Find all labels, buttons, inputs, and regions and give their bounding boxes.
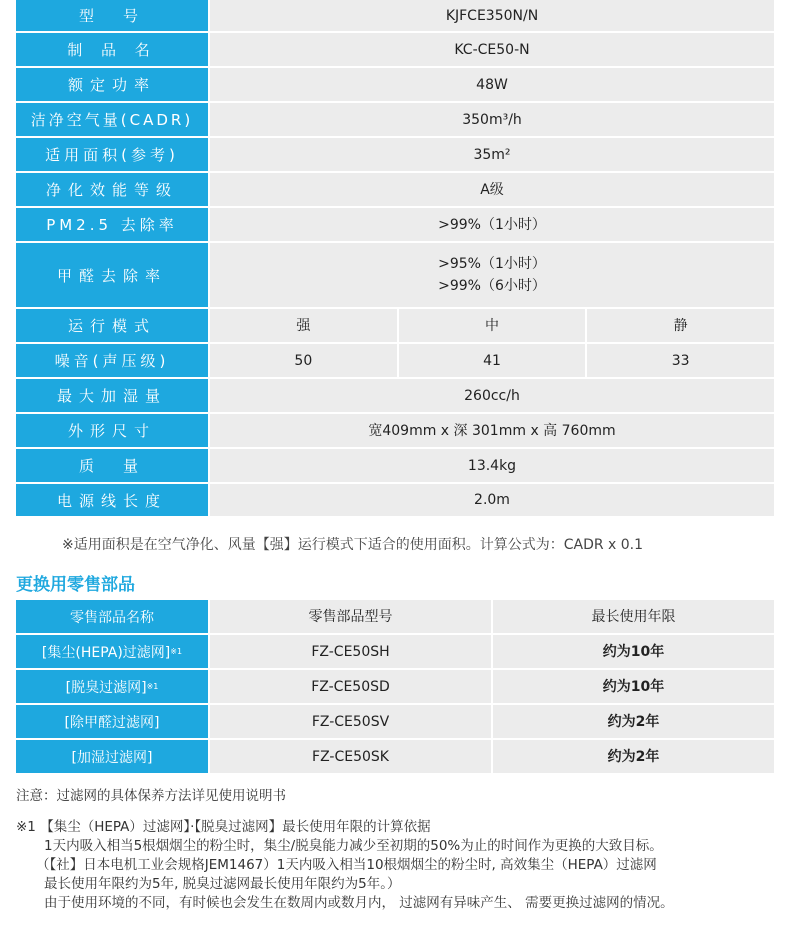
spec-row-efficiency bbox=[16, 173, 774, 208]
footnotes bbox=[16, 787, 674, 913]
spec-label: 噪音(声压级) bbox=[16, 344, 208, 377]
spec-label: 洁净空气量(CADR) bbox=[16, 103, 208, 136]
attention-note: 注意：过滤网的具体保养方法详见使用说明书 bbox=[16, 788, 286, 804]
spec-label: 额定功率 bbox=[16, 68, 208, 101]
spec-row-noise bbox=[16, 344, 774, 379]
spec-value: >99%（1小时） bbox=[210, 208, 774, 241]
part-model: FZ-CE50SK bbox=[210, 740, 491, 773]
spec-value: 41 bbox=[399, 344, 586, 377]
part-model: FZ-CE50SV bbox=[210, 705, 491, 738]
footnote-title: ※1 【集尘（HEPA）过滤网】·【脱臭过滤网】最长使用年限的计算依据 bbox=[16, 819, 431, 835]
spec-value: 35m² bbox=[210, 138, 774, 171]
parts-header-name: 零售部品名称 bbox=[16, 600, 208, 633]
footnote-line: （【社】日本电机工业会规格JEM1467）1天内吸入相当10根烟烟尘的粉尘时, 高效集尘（HEPA）过滤网 bbox=[36, 857, 657, 873]
table-row bbox=[16, 705, 774, 740]
spec-value: KJFCE350N/N bbox=[210, 0, 774, 31]
spec-value: 静 bbox=[587, 309, 774, 342]
part-name: [脱臭过滤网] ※1 bbox=[16, 670, 208, 703]
spec-row-mode bbox=[16, 309, 774, 344]
part-footnote-mark: ※1 bbox=[170, 647, 183, 656]
part-life: 约为2年 bbox=[493, 705, 774, 738]
parts-header-model: 零售部品型号 bbox=[210, 600, 491, 633]
spec-value: A级 bbox=[210, 173, 774, 206]
parts-section-title: 更换用零售部品 bbox=[16, 575, 135, 595]
spec-table bbox=[16, 0, 774, 518]
spec-label: 型 号 bbox=[16, 0, 208, 31]
part-name: [加湿过滤网] bbox=[16, 740, 208, 773]
spec-label: 运行模式 bbox=[16, 309, 208, 342]
spec-row-mass bbox=[16, 449, 774, 484]
spec-value bbox=[210, 243, 774, 307]
spec-label: PM2.5 去除率 bbox=[16, 208, 208, 241]
spec-row-cord bbox=[16, 484, 774, 518]
spec-value-line: >99%（6小时） bbox=[438, 278, 546, 294]
parts-table bbox=[16, 600, 774, 775]
part-model: FZ-CE50SH bbox=[210, 635, 491, 668]
spec-value: KC-CE50-N bbox=[210, 33, 774, 66]
footnote-line: 最长使用年限约为5年, 脱臭过滤网最长使用年限约为5年。） bbox=[44, 876, 401, 892]
spec-label: 净化效能等级 bbox=[16, 173, 208, 206]
spec-label: 电源线长度 bbox=[16, 484, 208, 516]
spec-row-formaldehyde bbox=[16, 243, 774, 309]
table-row bbox=[16, 740, 774, 775]
spec-value: 13.4kg bbox=[210, 449, 774, 482]
footnote-line: 由于使用环境的不同，有时候也会发生在数周内或数月内， 过滤网有异味产生、 需要更换过滤网的情况。 bbox=[44, 895, 674, 911]
part-model: FZ-CE50SD bbox=[210, 670, 491, 703]
spec-value: 强 bbox=[210, 309, 397, 342]
spec-label: 最大加湿量 bbox=[16, 379, 208, 412]
spec-label: 外形尺寸 bbox=[16, 414, 208, 447]
spec-row-cadr bbox=[16, 103, 774, 138]
part-name: [集尘(HEPA)过滤网] ※1 bbox=[16, 635, 208, 668]
part-life: 约为2年 bbox=[493, 740, 774, 773]
spec-value: 中 bbox=[399, 309, 586, 342]
spec-row-dimensions bbox=[16, 414, 774, 449]
spec-label: 制 品 名 bbox=[16, 33, 208, 66]
spec-value-line: >95%（1小时） bbox=[438, 256, 546, 272]
spec-value: 33 bbox=[587, 344, 774, 377]
spec-row-product-name bbox=[16, 33, 774, 68]
spec-value: 350m³/h bbox=[210, 103, 774, 136]
parts-header-row bbox=[16, 600, 774, 635]
spec-row-area bbox=[16, 138, 774, 173]
part-footnote-mark: ※1 bbox=[146, 682, 159, 691]
table-row bbox=[16, 635, 774, 670]
parts-header-life: 最长使用年限 bbox=[493, 600, 774, 633]
part-life: 约为10年 bbox=[493, 670, 774, 703]
spec-value: 50 bbox=[210, 344, 397, 377]
spec-label: 质 量 bbox=[16, 449, 208, 482]
area-note: ※适用面积是在空气净化、风量【强】运行模式下适合的使用面积。计算公式为：CADR x 0.1 bbox=[62, 537, 644, 553]
spec-value: 宽409mm x 深 301mm x 高 760mm bbox=[210, 414, 774, 447]
spec-label: 甲醛去除率 bbox=[16, 243, 208, 307]
spec-value: 2.0m bbox=[210, 484, 774, 516]
table-row bbox=[16, 670, 774, 705]
part-life: 约为10年 bbox=[493, 635, 774, 668]
spec-value: 260cc/h bbox=[210, 379, 774, 412]
spec-row-pm25 bbox=[16, 208, 774, 243]
part-name: [除甲醛过滤网] bbox=[16, 705, 208, 738]
spec-row-humidify bbox=[16, 379, 774, 414]
spec-value: 48W bbox=[210, 68, 774, 101]
spec-label: 适用面积(参考) bbox=[16, 138, 208, 171]
spec-row-model bbox=[16, 0, 774, 33]
spec-row-power bbox=[16, 68, 774, 103]
footnote-line: 1天内吸入相当5根烟烟尘的粉尘时，集尘/脱臭能力减少至初期的50%为止的时间作为更换的大致目标。 bbox=[44, 838, 663, 854]
